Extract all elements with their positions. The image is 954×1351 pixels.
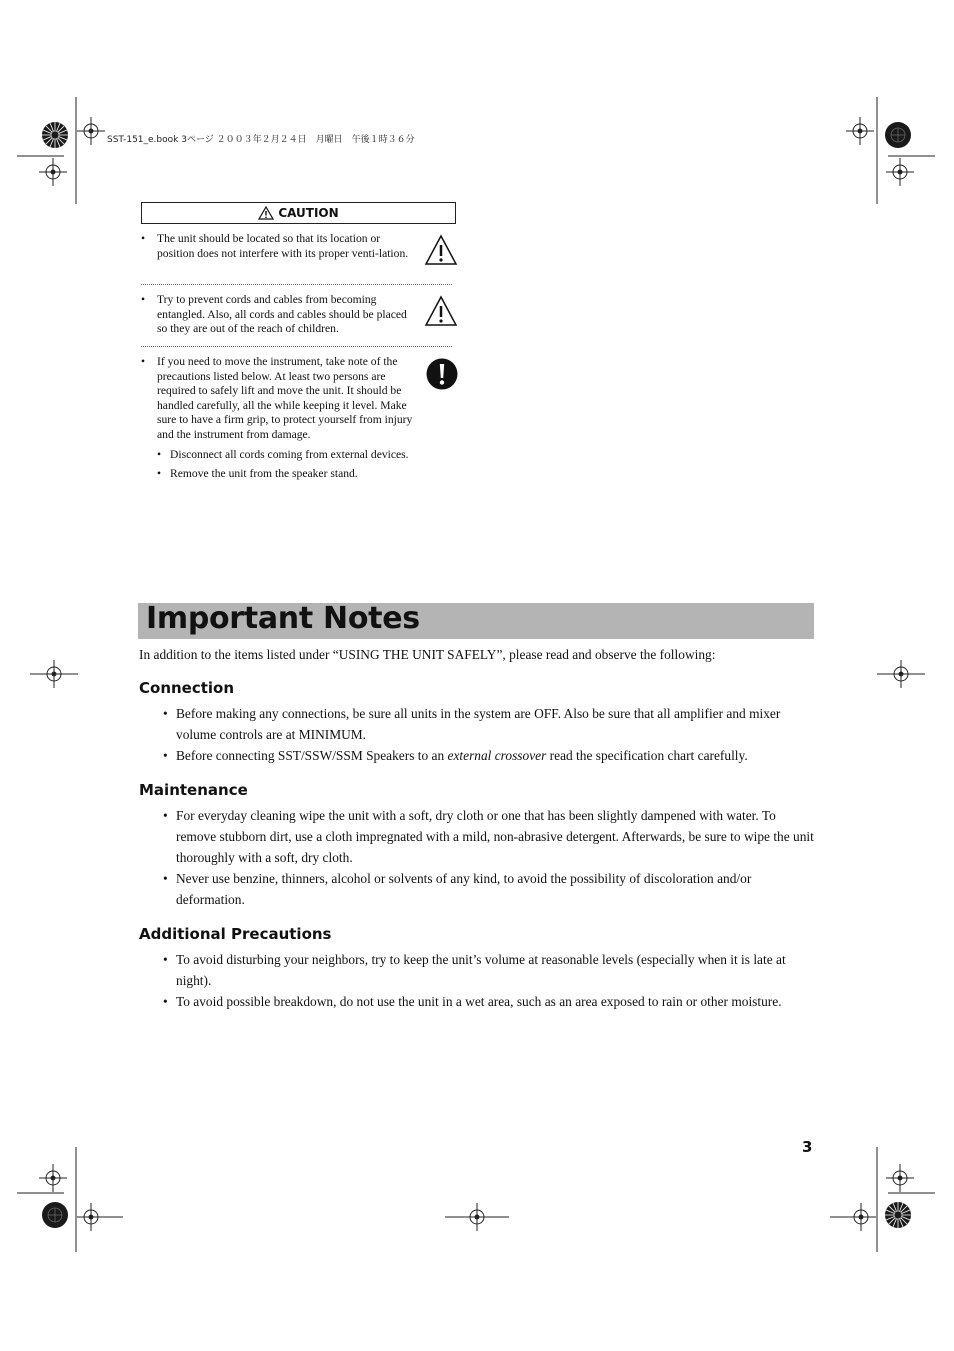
- registration-mark-icon: [77, 1203, 125, 1231]
- connection-list: [163, 703, 815, 766]
- list-item-text: Before connecting SST/SSW/SSM Speakers to an: [176, 748, 448, 763]
- registration-mark-icon: [39, 158, 67, 186]
- separator: [141, 284, 452, 285]
- list-item: [163, 703, 815, 745]
- list-item: [163, 991, 815, 1012]
- caution-item: [141, 355, 416, 482]
- section-heading-additional-precautions: Additional Precautions: [139, 925, 332, 943]
- caution-item: [141, 293, 416, 337]
- registration-mark-icon: [828, 1203, 876, 1231]
- page-number: 3: [802, 1138, 813, 1156]
- section-heading-maintenance: Maintenance: [139, 781, 248, 799]
- list-item: [163, 949, 815, 991]
- list-item-text: Before making any connections, be sure all units in the system are OFF. Also be sure that all amplifier and mixer volume controls are at MINIMUM.: [176, 706, 781, 742]
- maintenance-list: [163, 805, 815, 910]
- bullet: •: [163, 871, 168, 886]
- section-heading-connection: Connection: [139, 679, 235, 697]
- list-item: [163, 868, 815, 910]
- additional-precautions-list: [163, 949, 815, 1012]
- list-item-text: To avoid disturbing your neighbors, try to keep the unit’s volume at reasonable levels (especially when it is late at night).: [176, 952, 786, 988]
- bullet: •: [141, 293, 146, 306]
- bullet: •: [163, 808, 168, 823]
- registration-mark-icon: [30, 660, 78, 688]
- caution-item: [141, 232, 416, 261]
- star-target-icon: [884, 1201, 912, 1229]
- italic-term: external crossover: [447, 748, 547, 763]
- list-item: [163, 745, 815, 766]
- registration-mark-icon: [846, 117, 874, 145]
- registration-mark-icon: [445, 1203, 509, 1231]
- list-item-text: read the specification chart carefully.: [546, 748, 748, 763]
- bullet: •: [141, 232, 146, 245]
- list-item: [163, 805, 815, 868]
- bullet: •: [157, 467, 162, 481]
- caution-title: CAUTION: [278, 206, 339, 220]
- registration-mark-icon: [877, 660, 925, 688]
- page-title: Important Notes: [146, 601, 420, 636]
- bullet: •: [163, 748, 168, 763]
- caution-header: [141, 202, 456, 224]
- registration-mark-icon: [886, 158, 914, 186]
- caution-subitem: [157, 467, 416, 482]
- caution-item-text: Try to prevent cords and cables from becoming entangled. Also, all cords and cables should be placed so they are out of the reach of children.: [157, 293, 407, 336]
- caution-subitem-text: Remove the unit from the speaker stand.: [170, 467, 358, 481]
- list-item-text: For everyday cleaning wipe the unit with a soft, dry cloth or one that has been slightly dampened with water. To remove stubborn dirt, use a cloth impregnated with a mild, non-abrasive detergent. Afterwards, be sure to wipe the unit thoroughly with a soft, dry cloth.: [176, 808, 814, 865]
- registration-mark-icon: [886, 1164, 914, 1192]
- caution-subitem: [157, 448, 416, 463]
- list-item-text: Never use benzine, thinners, alcohol or solvents of any kind, to avoid the possibility of discoloration and/or deformation.: [176, 871, 752, 907]
- warning-triangle-icon: [258, 206, 274, 220]
- registration-mark-icon: [39, 1164, 67, 1192]
- mandatory-exclamation-icon: [426, 358, 458, 390]
- target-circle-icon: [884, 121, 912, 149]
- bullet: •: [141, 355, 146, 368]
- warning-triangle-icon: [424, 234, 458, 266]
- target-circle-icon: [41, 1201, 69, 1229]
- star-target-icon: [41, 121, 69, 149]
- list-item-text: To avoid possible breakdown, do not use the unit in a wet area, such as an area exposed to rain or other moisture.: [176, 994, 782, 1009]
- separator: [141, 346, 452, 347]
- bullet: •: [163, 994, 168, 1009]
- caution-subitem-text: Disconnect all cords coming from external devices.: [170, 447, 409, 461]
- caution-item-text: The unit should be located so that its location or position does not interfere with its proper venti-lation.: [157, 232, 409, 260]
- registration-mark-icon: [77, 117, 105, 145]
- intro-text: In addition to the items listed under “USING THE UNIT SAFELY”, please read and observe the following:: [139, 647, 716, 662]
- bullet: •: [157, 447, 162, 461]
- file-stamp: SST-151_e.book 3ページ ２００３年２月２４日 月曜日 午後１時３６分: [107, 135, 415, 145]
- warning-triangle-icon: [424, 295, 458, 327]
- bullet: •: [163, 706, 168, 721]
- caution-item-text: If you need to move the instrument, take note of the precautions listed below. At least two persons are required to safely lift and move the unit. It should be handled carefully, all the while keeping it level. Make sure to have a firm grip, to protect yourself from injury and the instrument from damage.: [157, 355, 413, 441]
- bullet: •: [163, 952, 168, 967]
